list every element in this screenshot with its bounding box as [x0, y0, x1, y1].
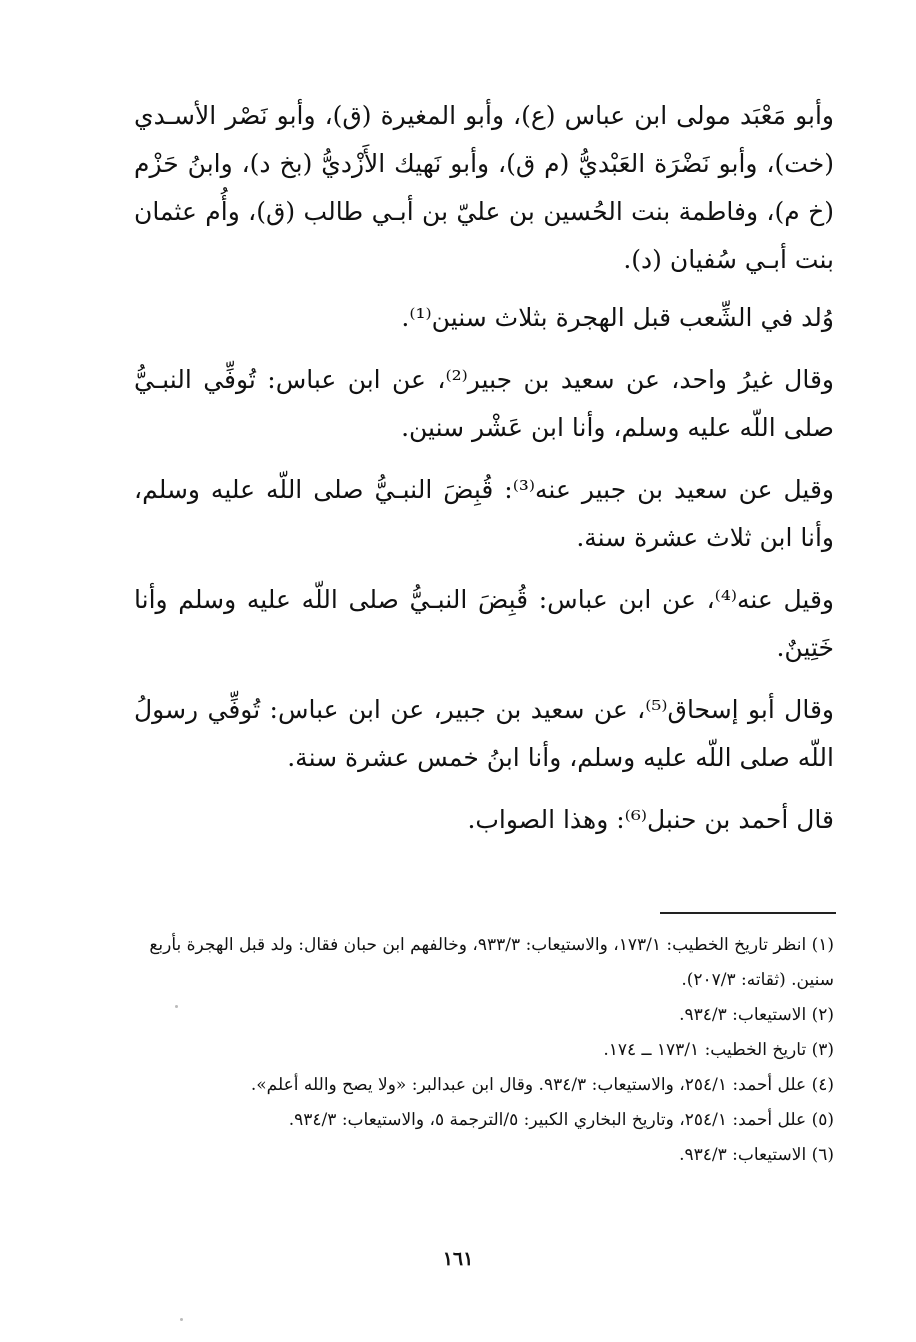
footnotes — [134, 928, 834, 1173]
footnote-3: (٣) تاريخ الخطيب: ١٧٣/١ ــ ١٧٤. — [603, 1040, 834, 1060]
footnote-1: (١) انظر تاريخ الخطيب: ١٧٣/١، والاستيعاب: ٩٣٣/٣، وخالفهم ابن حبان فقال: ولد قبل الهجرة بأربع سنين. (ثقاته: ٢٠٧/٣). — [149, 935, 834, 990]
paragraph-ahmad-verdict: قال أحمد بن حنبل⁽⁶⁾: وهذا الصواب. — [467, 805, 834, 834]
main-text — [134, 92, 834, 844]
scan-speck — [175, 1005, 178, 1008]
paragraph-age-thirteen: وقيل عن سعيد بن جبير عنه⁽³⁾: قُبِضَ النبـيُّ صلى اللّه عليه وسلم، وأنا ابن ثلاث عشرة سنة. — [134, 475, 834, 552]
page-number: ١٦١ — [442, 1248, 474, 1270]
footnote-6: (٦) الاستيعاب: ٩٣٤/٣. — [679, 1145, 834, 1165]
footnote-4: (٤) علل أحمد: ٢٥٤/١، والاستيعاب: ٩٣٤/٣. وقال ابن عبدالبر: «ولا يصح والله أعلم». — [250, 1075, 834, 1095]
paragraph-birth: وُلد في الشِّعب قبل الهجرة بثلاث سنين⁽¹⁾. — [401, 303, 834, 332]
paragraph-circumcised: وقيل عنه⁽⁴⁾، عن ابن عباس: قُبِضَ النبـيُّ صلى اللّه عليه وسلم وأنا خَتِينٌ. — [134, 585, 834, 662]
paragraph-age-ten: وقال غيرُ واحد، عن سعيد بن جبير⁽²⁾، عن ابن عباس: تُوفِّي النبـيُّ صلى اللّه عليه وسلم، وأنا ابن عَشْر سنين. — [134, 365, 834, 442]
footnote-2: (٢) الاستيعاب: ٩٣٤/٣. — [679, 1005, 834, 1025]
footnote-5: (٥) علل أحمد: ٢٥٤/١، وتاريخ البخاري الكبير: ٥/الترجمة ٥، والاستيعاب: ٩٣٤/٣. — [288, 1110, 834, 1130]
paragraph-narrators: وأبو مَعْبَد مولى ابن عباس (ع)، وأبو المغيرة (ق)، وأبو نَصْر الأسـدي (خت)، وأبو نَضْرَة العَبْديُّ (م ق)، وأبو نَهيك الأَزْديُّ (بخ د)، وابنُ حَزْم (خ م)، وفاطمة بنت الحُسين بن عليّ بن أبـي طالب (ق)، وأُم عثمان بنت أبـي سُفيان (د). — [134, 101, 834, 274]
scan-speck — [180, 1318, 183, 1321]
footnote-divider — [660, 912, 836, 914]
paragraph-age-fifteen: وقال أبو إسحاق⁽⁵⁾، عن سعيد بن جبير، عن ابن عباس: تُوفِّي رسولُ اللّه صلى اللّه عليه وسلم، وأنا ابنُ خمس عشرة سنة. — [134, 695, 834, 772]
